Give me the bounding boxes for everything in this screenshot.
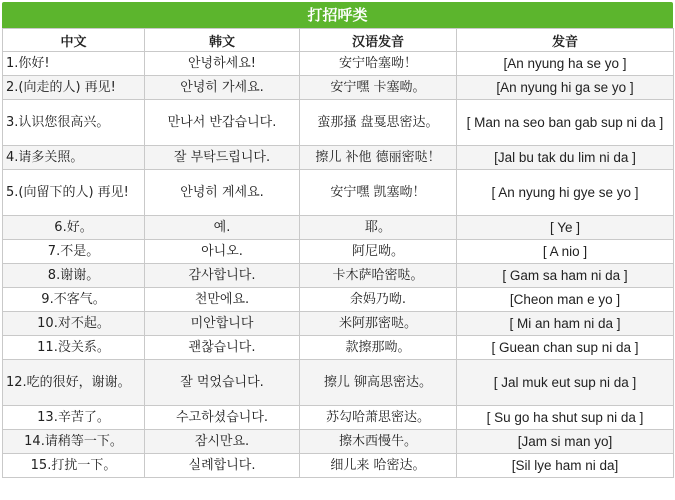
cell-pronunciation: [Sil lye ham ni da] (457, 454, 674, 478)
cell-korean: 실례합니다. (145, 454, 300, 478)
cell-pronunciation: [An nyung ha se yo ] (457, 52, 674, 76)
cell-chinese: 3.认识您很高兴。 (3, 100, 145, 146)
header-chinese: 中文 (3, 29, 145, 52)
table-row (3, 216, 674, 240)
cell-pronunciation: [ Mi an ham ni da ] (457, 312, 674, 336)
table-row (3, 454, 674, 478)
cell-korean: 만나서 반갑습니다. (145, 100, 300, 146)
table-row (3, 336, 674, 360)
cell-chinese: 6.好。 (3, 216, 145, 240)
phrase-table-container (2, 2, 673, 478)
cell-chinese-pronunciation: 擦儿 铆高思密达。 (300, 360, 457, 406)
cell-chinese-pronunciation: 款擦那呦。 (300, 336, 457, 360)
cell-chinese-pronunciation: 阿尼呦。 (300, 240, 457, 264)
cell-chinese: 13.辛苦了。 (3, 406, 145, 430)
cell-korean: 괜찮습니다. (145, 336, 300, 360)
cell-chinese: 4.请多关照。 (3, 146, 145, 170)
cell-korean: 잠시만요. (145, 430, 300, 454)
cell-pronunciation: [ Jal muk eut sup ni da ] (457, 360, 674, 406)
cell-korean: 안녕하세요! (145, 52, 300, 76)
cell-pronunciation: [ Man na seo ban gab sup ni da ] (457, 100, 674, 146)
cell-pronunciation: [Jam si man yo] (457, 430, 674, 454)
table-row (3, 240, 674, 264)
cell-korean: 아니오. (145, 240, 300, 264)
cell-chinese-pronunciation: 蛮那搔 盘戛思密达。 (300, 100, 457, 146)
cell-pronunciation: [ Guean chan sup ni da ] (457, 336, 674, 360)
cell-chinese: 15.打扰一下。 (3, 454, 145, 478)
table-row (3, 264, 674, 288)
cell-pronunciation: [Jal bu tak du lim ni da ] (457, 146, 674, 170)
cell-korean: 감사합니다. (145, 264, 300, 288)
table-row (3, 100, 674, 146)
header-pronunciation: 发音 (457, 29, 674, 52)
cell-pronunciation: [ Su go ha shut sup ni da ] (457, 406, 674, 430)
table-row (3, 360, 674, 406)
cell-korean: 잘 먹었습니다. (145, 360, 300, 406)
cell-chinese: 12.吃的很好，谢谢。 (3, 360, 145, 406)
header-row (3, 29, 674, 52)
table-row (3, 170, 674, 216)
table-title: 打招呼类 (2, 2, 673, 28)
cell-chinese-pronunciation: 安宁哈塞呦！ (300, 52, 457, 76)
cell-korean: 잘 부탁드립니다. (145, 146, 300, 170)
header-korean: 韩文 (145, 29, 300, 52)
cell-chinese: 9.不客气。 (3, 288, 145, 312)
header-chinese-pronunciation: 汉语发音 (300, 29, 457, 52)
table-row (3, 406, 674, 430)
cell-chinese: 1.你好! (3, 52, 145, 76)
cell-korean: 안녕히 가세요. (145, 76, 300, 100)
cell-chinese: 2.(向走的人) 再见! (3, 76, 145, 100)
cell-pronunciation: [ A nio ] (457, 240, 674, 264)
cell-chinese: 10.对不起。 (3, 312, 145, 336)
cell-chinese-pronunciation: 擦木西慢牛。 (300, 430, 457, 454)
cell-chinese: 5.(向留下的人) 再见! (3, 170, 145, 216)
table-row (3, 146, 674, 170)
table-row (3, 76, 674, 100)
cell-pronunciation: [ An nyung hi gye se yo ] (457, 170, 674, 216)
cell-chinese-pronunciation: 耶。 (300, 216, 457, 240)
cell-korean: 안녕히 계세요. (145, 170, 300, 216)
cell-chinese-pronunciation: 余妈乃呦. (300, 288, 457, 312)
table-row (3, 430, 674, 454)
cell-chinese-pronunciation: 苏勾哈萧思密达。 (300, 406, 457, 430)
cell-chinese-pronunciation: 卡木萨哈密哒。 (300, 264, 457, 288)
table-row (3, 52, 674, 76)
cell-chinese: 14.请稍等一下。 (3, 430, 145, 454)
cell-korean: 예. (145, 216, 300, 240)
cell-pronunciation: [Cheon man e yo ] (457, 288, 674, 312)
greeting-phrase-table (2, 28, 674, 478)
cell-chinese-pronunciation: 米阿那密哒。 (300, 312, 457, 336)
cell-chinese-pronunciation: 安宁嘿 凯塞呦！ (300, 170, 457, 216)
table-row (3, 312, 674, 336)
cell-chinese-pronunciation: 擦儿 补他 德丽密哒！ (300, 146, 457, 170)
cell-chinese: 11.没关系。 (3, 336, 145, 360)
cell-chinese-pronunciation: 细儿来 哈密达。 (300, 454, 457, 478)
cell-chinese: 7.不是。 (3, 240, 145, 264)
cell-pronunciation: [ Ye ] (457, 216, 674, 240)
cell-korean: 수고하셨습니다. (145, 406, 300, 430)
cell-chinese-pronunciation: 安宁嘿 卡塞呦。 (300, 76, 457, 100)
table-row (3, 288, 674, 312)
cell-pronunciation: [ Gam sa ham ni da ] (457, 264, 674, 288)
cell-chinese: 8.谢谢。 (3, 264, 145, 288)
cell-korean: 천만에요. (145, 288, 300, 312)
cell-korean: 미안합니다 (145, 312, 300, 336)
cell-pronunciation: [An nyung hi ga se yo ] (457, 76, 674, 100)
